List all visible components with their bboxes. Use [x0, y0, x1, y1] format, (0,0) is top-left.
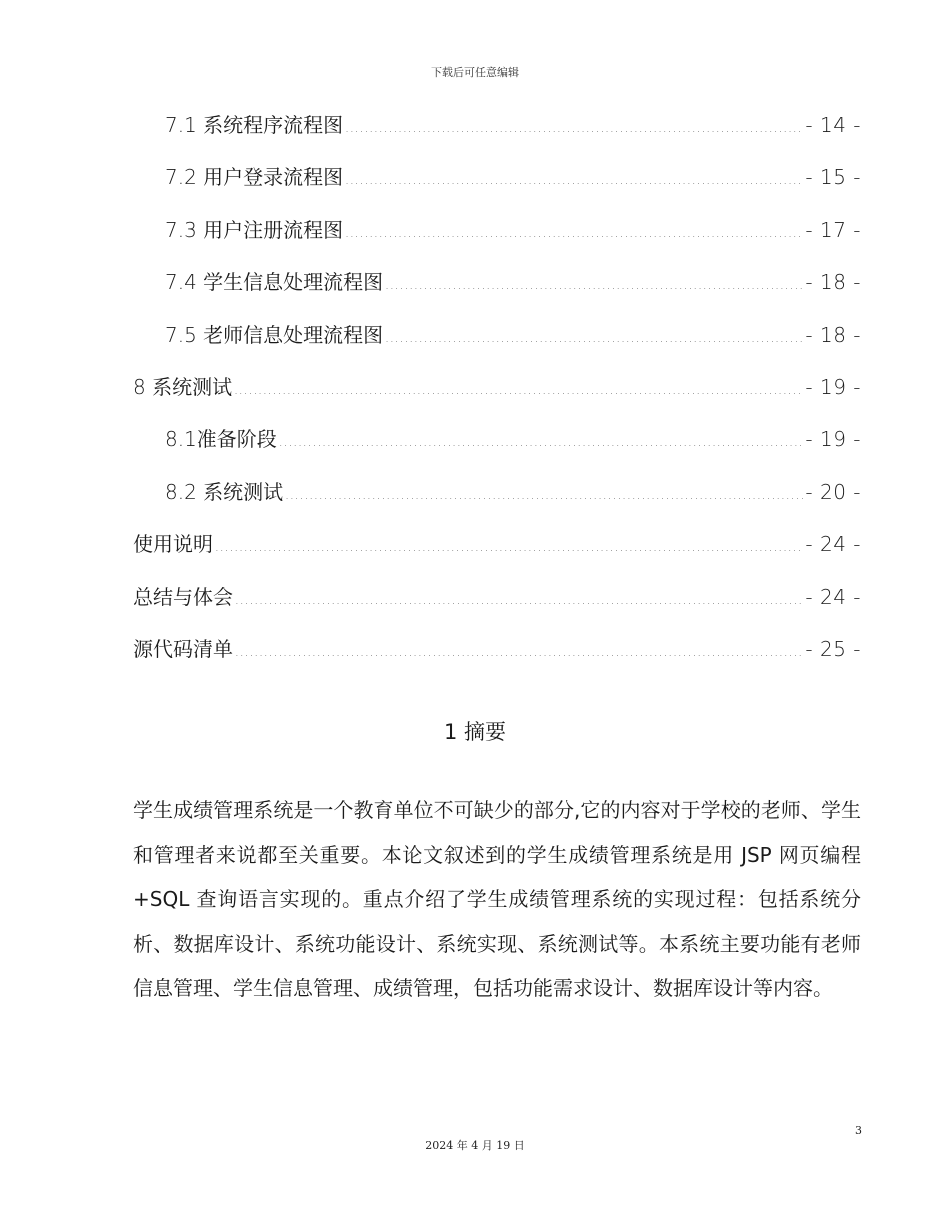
toc-entry-page: - 24 -: [805, 532, 861, 557]
toc-leader-dots: [345, 227, 803, 239]
toc-entry[interactable]: [133, 109, 861, 161]
toc-leader-dots: [235, 594, 803, 606]
page-header: 下载后可任意编辑: [431, 66, 519, 79]
toc-entry-page: - 20 -: [805, 479, 861, 504]
toc-entry-title: 7.3 用户注册流程图: [165, 217, 344, 242]
toc-entry[interactable]: [133, 161, 861, 213]
toc-entry-title: 7.1 系统程序流程图: [165, 113, 344, 137]
toc-entry[interactable]: [133, 319, 861, 371]
toc-entry[interactable]: [133, 371, 861, 423]
toc-entry[interactable]: [133, 476, 861, 528]
toc-entry-page: - 15 -: [805, 165, 861, 190]
toc-entry[interactable]: [133, 581, 861, 633]
toc-entry-page: - 17 -: [805, 217, 861, 242]
toc-entry[interactable]: [133, 633, 861, 685]
toc-entry[interactable]: [133, 266, 861, 318]
toc-leader-dots: [385, 279, 803, 291]
footer-date: 2024 年 4 月 19 日: [425, 1139, 525, 1152]
toc-leader-dots: [385, 332, 803, 344]
toc-entry-title: 8 系统测试: [133, 374, 233, 399]
toc-leader-dots: [345, 174, 803, 186]
toc-entry-page: - 18 -: [805, 322, 861, 347]
toc-leader-dots: [235, 646, 803, 658]
toc-entry-title: 8.2 系统测试: [165, 479, 284, 504]
toc-entry-title: 8.1准备阶段: [165, 427, 277, 452]
toc-entry-page: - 25 -: [805, 636, 861, 661]
toc-entry-title: 使用说明: [133, 532, 213, 557]
toc-entry[interactable]: [133, 214, 861, 266]
abstract-paragraph: 学生成绩管理系统是一个教育单位不可缺少的部分,它的内容对于学校的老师、学生和管理者来说都至关重要。本论文叙述到的学生成绩管理系统是用 JSP 网页编程+SQL 查询语言实现的。重点介绍了学生成绩管理系统的实现过程：包括系统分析、数据库设计、系统功能设计、系统实现、系统测试等。本系统主要功能有老师信息管理、学生信息管理、成绩管理，包括功能需求设计、数据库设计等内容。: [133, 798, 861, 1000]
section-heading: 1 摘要: [443, 720, 507, 744]
toc-entry-title: 7.5 老师信息处理流程图: [165, 322, 384, 347]
toc-entry-title: 7.4 学生信息处理流程图: [165, 270, 384, 295]
toc-leader-dots: [234, 384, 803, 396]
toc-entry-page: - 19 -: [805, 427, 861, 452]
toc-leader-dots: [215, 541, 803, 553]
toc-entry-page: - 14 -: [805, 113, 861, 137]
toc-leader-dots: [279, 436, 804, 448]
table-of-contents: [133, 109, 861, 685]
toc-entry-page: - 18 -: [805, 270, 861, 295]
page-number: 3: [855, 1124, 862, 1137]
toc-leader-dots: [345, 122, 803, 134]
toc-leader-dots: [285, 489, 803, 501]
toc-entry-title: 总结与体会: [133, 584, 233, 609]
toc-entry-page: - 24 -: [805, 584, 861, 609]
toc-entry[interactable]: [133, 528, 861, 580]
toc-entry-title: 7.2 用户登录流程图: [165, 165, 344, 190]
toc-entry-page: - 19 -: [805, 374, 861, 399]
toc-entry-title: 源代码清单: [133, 636, 233, 661]
toc-entry[interactable]: [133, 423, 861, 475]
